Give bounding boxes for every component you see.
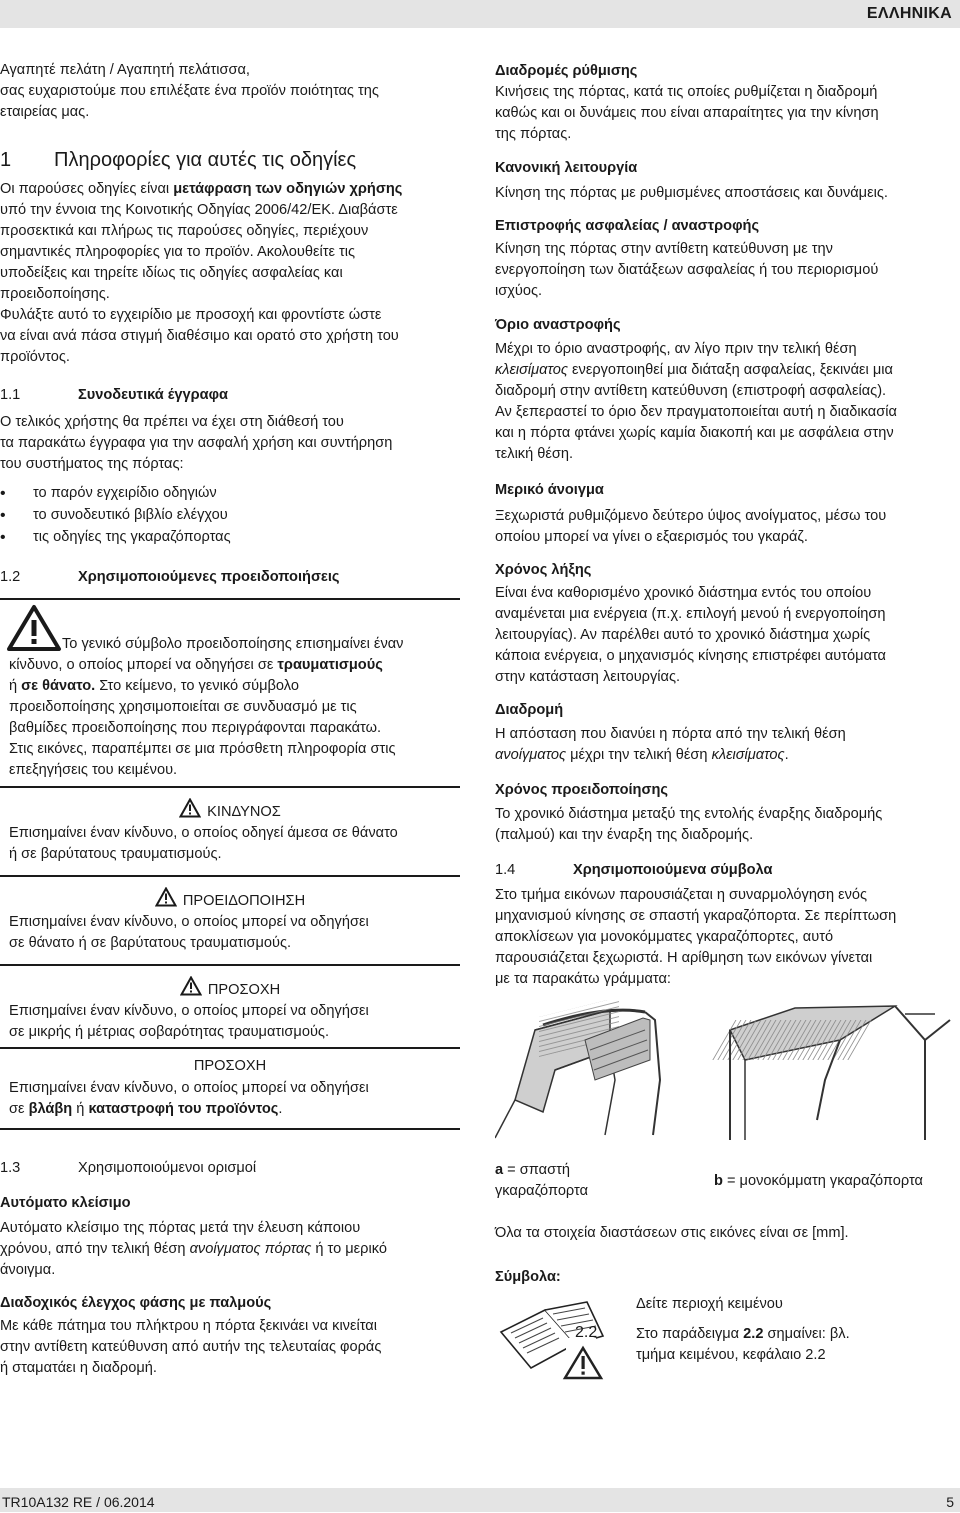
book-section-number: 2.2 <box>575 1324 598 1341</box>
paragraph-line: Αυτόματο κλείσιμο της πόρτας μετά την έλευση κάποιου <box>0 1220 361 1236</box>
paragraph-line: της πόρτας. <box>495 126 572 142</box>
paragraph-line: να είναι ανά πάσα στιγμή διαθέσιμο και ορατό στο χρήστη του <box>0 328 399 344</box>
paragraph-line: Κίνηση της πόρτας στην αντίθετη κατεύθυνση με την <box>495 241 833 257</box>
section-1-3-heading: 1.3 Χρησιμοποιούμενοι ορισμοί <box>0 1158 470 1179</box>
section-title: Χρησιμοποιούμενα σύμβολα <box>573 862 773 878</box>
paragraph-line: Το γενικό σύμβολο προειδοποίησης επισημαίνει έναν <box>62 636 404 652</box>
paragraph-line: τελική θέση. <box>495 446 574 462</box>
paragraph-line: υπό την έννοια της Κοινοτικής Οδηγίας 2006/42/ΕΚ. Διαβάστε <box>0 202 398 218</box>
definition-title: Αυτόματο κλείσιμο <box>0 1195 131 1211</box>
paragraph-line: Οι παρούσες οδηγίες είναι μετάφραση των οδηγιών χρήσης <box>0 181 403 197</box>
caution-heading: ΠΡΟΣΟΧΗ <box>0 976 460 998</box>
paragraph-line: προϊόντος. <box>0 349 70 365</box>
paragraph-line: σε θάνατο ή σε βαρύτατους τραυματισμούς. <box>9 935 292 951</box>
notice-sign <box>0 1047 460 1130</box>
figure-b-caption: b = μονοκόμματη γκαραζόπορτα <box>714 1173 923 1189</box>
paragraph-line: του συστήματος της πόρτας: <box>0 456 184 472</box>
symbols-explanation: Δείτε περιοχή κειμένου Στο παράδειγμα 2.2 σημαίνει: βλ. τμήμα κειμένου, κεφάλαιο 2.2 <box>636 1296 850 1363</box>
paragraph-line: κίνδυνο, ο οποίος μπορεί να οδηγήσει σε τραυματισμούς <box>9 657 383 673</box>
paragraph-line: Στο τμήμα εικόνων παρουσιάζεται η συναρμολόγηση ενός <box>495 887 868 903</box>
symbols-title: Σύμβολα: <box>495 1269 561 1285</box>
paragraph-line: σε μικρής ή μέτριας σοβαρότητας τραυματισμούς. <box>9 1024 330 1040</box>
document-id: TR10A132 RE / 06.2014 <box>2 1494 155 1510</box>
dimensions-note: Όλα τα στοιχεία διαστάσεων στις εικόνες είναι σε [mm]. <box>495 1225 849 1241</box>
warning-triangle-icon <box>180 976 202 996</box>
paragraph-line: προσεκτικά και πλήρως τις παρούσες οδηγίες, περιέχουν <box>0 223 369 239</box>
definition-title: Διαδρομές ρύθμισης <box>495 63 638 79</box>
section-1-3 <box>0 1158 470 1379</box>
definition-title: Μερικό άνοιγμα <box>495 482 604 498</box>
divider <box>0 964 460 966</box>
section-number: 1 <box>0 149 12 171</box>
paragraph-line: διαδρομή στην αντίθετη κατεύθυνση (επιστροφή ασφαλείας). <box>495 383 887 399</box>
definition-title: Κανονική λειτουργία <box>495 160 638 176</box>
paragraph-line: στην αντίθετη κατεύθυνση από αυτήν της τελευταίας φοράς <box>0 1339 382 1355</box>
definition-title: Διαδρομή <box>495 702 564 718</box>
document-list <box>0 483 470 549</box>
section-title: Χρησιμοποιούμενες προειδοποιήσεις <box>78 569 340 585</box>
divider <box>0 1128 460 1130</box>
definition-title: Διαδοχικός έλεγχος φάσης με παλμούς <box>0 1295 272 1311</box>
greeting-line: εταιρείας μας. <box>0 104 90 120</box>
section-1-1 <box>0 385 470 549</box>
list-item: • τις οδηγίες της γκαραζόπορτας <box>0 527 470 549</box>
paragraph-line: Στις εικόνες, παραπέμπει σε μια πρόσθετη πληροφορία στις <box>9 741 396 757</box>
paragraph-line: σημαντικές πληροφορίες για το προϊόν. Ακολουθείτε τις <box>0 244 356 260</box>
paragraph-line: κάποια ενέργεια, ο μηχανισμός κίνησης επιστρέφει αυτόματα <box>495 648 886 664</box>
section-title: Χρησιμοποιούμενοι ορισμοί <box>78 1160 257 1176</box>
warning-triangle-icon <box>155 887 177 907</box>
paragraph-line: καθώς και οι δυνάμεις που είναι απαραίτητες για την κίνηση <box>495 105 879 121</box>
paragraph-line: Επισημαίνει έναν κίνδυνο, ο οποίος μπορεί να οδηγήσει <box>9 1080 369 1096</box>
section-1 <box>0 150 470 368</box>
paragraph-line: κλεισίματος ενεργοποιηθεί μια διάταξη ασφαλείας, ξεκινάει μια <box>495 362 893 378</box>
section-1-4-heading: 1.4 Χρησιμοποιούμενα σύμβολα <box>495 860 960 881</box>
paragraph-line: ή σε θάνατο. Στο κείμενο, το γενικό σύμβολο <box>9 678 299 694</box>
paragraph-line: μηχανισμού κίνησης σε σπαστή γκαραζόπορτα. Σε περίπτωση <box>495 908 897 924</box>
paragraph-line: παρουσιάζεται ξεχωριστά. Η αρίθμηση των εικόνων γίνεται <box>495 950 873 966</box>
header-bar <box>0 0 960 28</box>
caution-sign <box>0 964 460 1043</box>
paragraph-line: Μέχρι το όριο αναστροφής, αν λίγο πριν την τελική θέση <box>495 341 857 357</box>
divider <box>0 1047 460 1049</box>
paragraph-line: ισχύος. <box>495 283 543 299</box>
paragraph-line: άνοιγμα. <box>0 1262 56 1278</box>
paragraph-line: Το χρονικό διάστημα μεταξύ της εντολής έναρξης διαδρομής <box>495 806 883 822</box>
list-item: • το παρόν εγχειρίδιο οδηγιών <box>0 483 470 505</box>
paragraph-line: ή σε βαρύτατους τραυματισμούς. <box>9 846 222 862</box>
section-title: Πληροφορίες για αυτές τις οδηγίες <box>54 149 357 171</box>
warning-heading: ΠΡΟΕΙΔΟΠΟΙΗΣΗ <box>0 887 460 909</box>
language-label: ΕΛΛΗΝΙΚΑ <box>866 5 952 22</box>
paragraph-line: ανοίγματος μέχρι την τελική θέση κλεισίματος. <box>495 747 789 763</box>
greeting-line: Αγαπητέ πελάτη / Αγαπητή πελάτισσα, <box>0 62 250 78</box>
definition-title: Χρόνος προειδοποίησης <box>495 782 668 798</box>
paragraph-line: και η πόρτα φτάνει χωρίς καμία διακοπή και με ασφάλεια στην <box>495 425 894 441</box>
general-warning-block <box>0 598 460 781</box>
paragraph-line: λειτουργίας). Αν παρέλθει αυτό το χρονικό διάστημα χωρίς <box>495 627 871 643</box>
divider <box>0 598 460 600</box>
notice-heading: ΠΡΟΣΟΧΗ <box>193 1058 267 1074</box>
section-1-4 <box>495 860 960 990</box>
paragraph-line: Επισημαίνει έναν κίνδυνο, ο οποίος μπορεί να οδηγήσει <box>9 914 369 930</box>
paragraph-line: ή σταματάει η διαδρομή. <box>0 1360 157 1376</box>
paragraph-line: Φυλάξτε αυτό το εγχειρίδιο με προσοχή και φροντίστε ώστε <box>0 307 382 323</box>
warning-triangle-icon <box>6 604 62 652</box>
paragraph-line: ενεργοποίηση των διατάξεων ασφαλείας ή του περιορισμού <box>495 262 879 278</box>
paragraph-line: Είναι ένα καθορισμένο χρονικό διάστημα εντός του οποίου <box>495 585 872 601</box>
section-title: Συνοδευτικά έγγραφα <box>78 387 229 403</box>
section-1-2 <box>0 567 470 588</box>
divider <box>0 786 460 788</box>
paragraph-line: επεξηγήσεις του κειμένου. <box>9 762 178 778</box>
danger-heading: ΚΙΝΔΥΝΟΣ <box>0 798 460 820</box>
warning-triangle-icon <box>179 798 201 818</box>
paragraph-line: Επισημαίνει έναν κίνδυνο, ο οποίος μπορεί να οδηγήσει <box>9 1003 369 1019</box>
paragraph-line: σε βλάβη ή καταστροφή του προϊόντος. <box>9 1101 283 1117</box>
paragraph-line: (παλμού) και την έναρξη της διαδρομής. <box>495 827 754 843</box>
paragraph-line: υποδείξεις και τηρείτε ιδίως τις οδηγίες ασφαλείας και <box>0 265 343 281</box>
paragraph-line: οποίου μπορεί να γίνει ο εξαερισμός του γκαράζ. <box>495 529 808 545</box>
paragraph-line: προειδοποίησης χρησιμοποιείται σε συνδυασμό με τις <box>9 699 357 715</box>
section-1-heading <box>0 150 470 171</box>
section-1-1-heading: 1.1 Συνοδευτικά έγγραφα <box>0 385 470 406</box>
right-column <box>495 61 960 846</box>
list-item: • το συνοδευτικό βιβλίο ελέγχου <box>0 505 470 527</box>
warning-sign <box>0 875 460 954</box>
paragraph-line: με τα παρακάτω γράμματα: <box>495 971 671 987</box>
section-1-2-heading: 1.2 Χρησιμοποιούμενες προειδοποιήσεις <box>0 567 470 588</box>
paragraph-line: Αν ξεπεραστεί το όριο δεν πραγματοποιείται αυτή η διαδικασία <box>495 404 897 420</box>
paragraph-line: αποκλίσεων για μονοκόμματες γκαραζόπορτες, αυτό <box>495 929 834 945</box>
figure-a-caption: a = σπαστή γκαραζόπορτα <box>495 1162 589 1199</box>
definition-title: Χρόνος λήξης <box>495 562 592 578</box>
danger-sign <box>0 786 460 865</box>
paragraph-line: στην κατάσταση λειτουργίας. <box>495 669 681 685</box>
definition-title: Όριο αναστροφής <box>495 317 621 333</box>
garage-door-illustration <box>495 1000 955 1140</box>
paragraph-line: αναμένεται μια ενέργεια (π.χ. επιλογή μενού ή ενεργοποίηση <box>495 606 886 622</box>
paragraph-line: Κίνηση της πόρτας με ρυθμισμένες αποστάσεις και δυνάμεις. <box>495 185 888 201</box>
paragraph-line: Ξεχωριστά ρυθμιζόμενο δεύτερο ύψος ανοίγματος, μέσω του <box>495 508 887 524</box>
greeting-line: σας ευχαριστούμε που επιλέξατε ένα προϊόν ποιότητας της <box>0 83 379 99</box>
page-number: 5 <box>946 1494 954 1510</box>
paragraph-line: Επισημαίνει έναν κίνδυνο, ο οποίος οδηγεί άμεσα σε θάνατο <box>9 825 398 841</box>
divider <box>0 875 460 877</box>
left-column <box>0 60 470 123</box>
definition-title: Επιστροφής ασφαλείας / αναστροφής <box>495 218 760 234</box>
paragraph-line: Ο τελικός χρήστης θα πρέπει να έχει στη διάθεσή του <box>0 414 344 430</box>
paragraph-line: Με κάθε πάτημα του πλήκτρου η πόρτα ξεκινάει να κινείται <box>0 1318 377 1334</box>
paragraph-line: βαθμίδες προειδοποίησης που περιγράφονται παρακάτω. <box>9 720 382 736</box>
paragraph-line: προειδοποίησης. <box>0 286 110 302</box>
paragraph-line: τα παρακάτω έγγραφα για την ασφαλή χρήση και συντήρηση <box>0 435 393 451</box>
paragraph-line: χρόνου, από την τελική θέση ανοίγματος πόρτας ή το μερικό <box>0 1241 387 1257</box>
paragraph-line: Η απόσταση που διανύει η πόρτα από την τελική θέση <box>495 726 846 742</box>
paragraph-line: Κινήσεις της πόρτας, κατά τις οποίες ρυθμίζεται η διαδρομή <box>495 84 878 100</box>
